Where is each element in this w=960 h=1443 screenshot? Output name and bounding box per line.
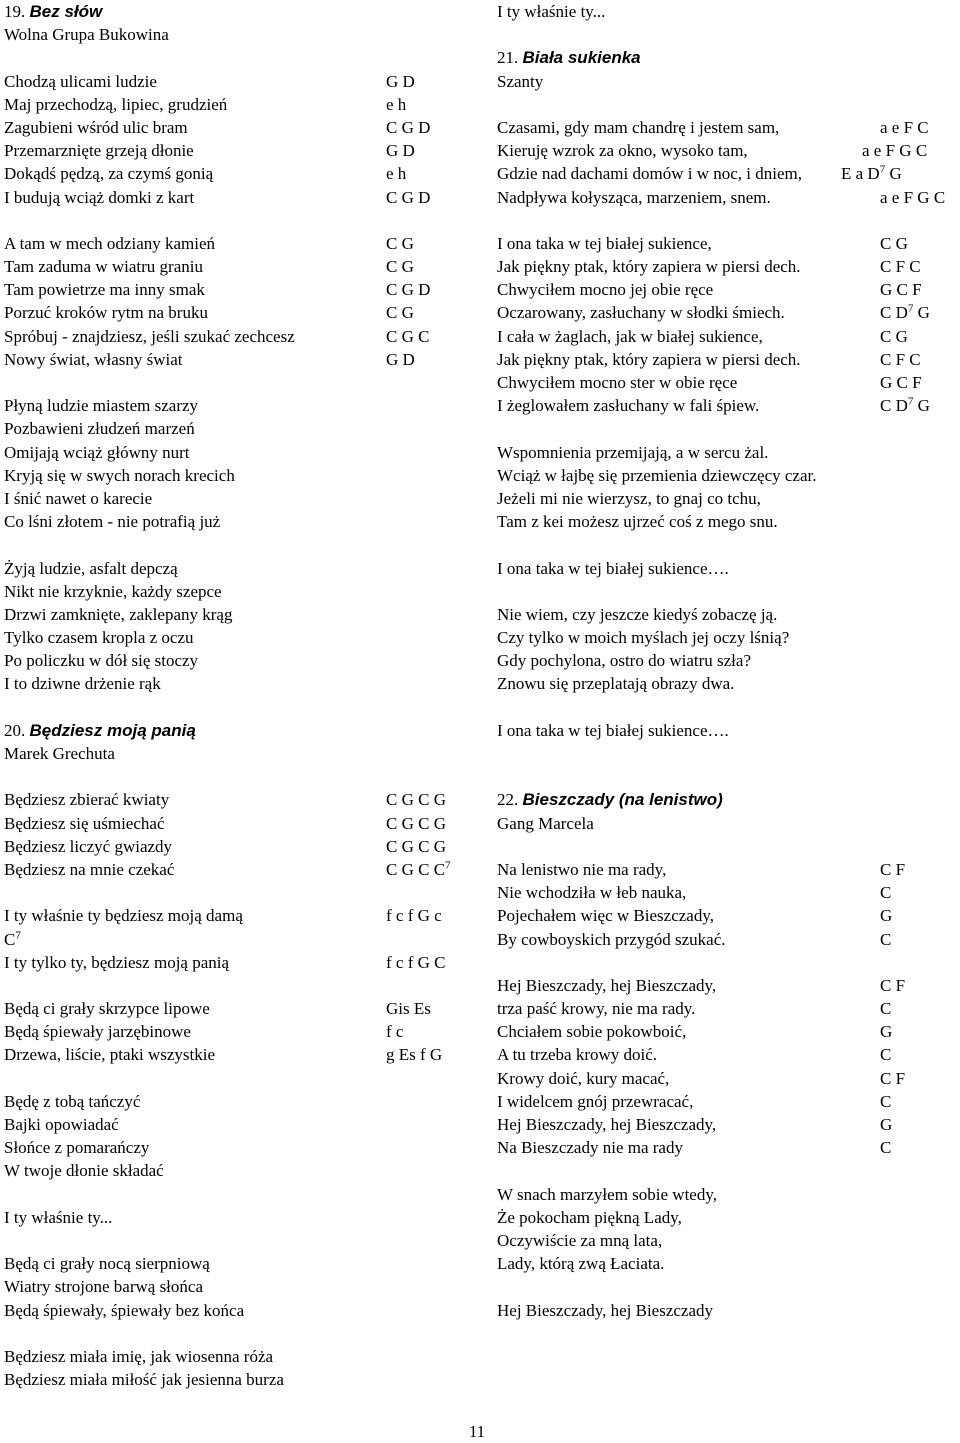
chords: C G C <box>386 326 430 346</box>
lyric-line: I ty tylko ty, będziesz moją panią f c f G C <box>4 951 474 974</box>
lyric-line: Jak piękny ptak, który zapiera w piersi dech. C F C <box>497 348 957 371</box>
lyric-line: Tam powietrze ma inny smak C G D <box>4 278 474 301</box>
lyric-line: Hej Bieszczady, hej Bieszczady <box>497 1300 714 1320</box>
chords: C <box>880 883 892 903</box>
chord-line: $C^7$ <box>4 928 21 949</box>
lyric-line: Wspomnienia przemijają, a w sercu żal. <box>497 442 769 462</box>
lyric-line: Czasami, gdy mam chandrę i jestem sam, a e F C <box>497 116 957 139</box>
lyric-line: Nowy świat, własny świat G D <box>4 348 474 371</box>
chords: C <box>880 929 892 949</box>
chords: C <box>880 1138 892 1158</box>
lyric-line: I ona taka w tej białej sukience…. <box>497 558 729 578</box>
lyric-line: I ona taka w tej białej sukience, C G <box>497 232 957 255</box>
lyric-line: Jak piękny ptak, który zapiera w piersi dech. C F C <box>497 255 957 278</box>
chords: C F C <box>880 257 921 277</box>
lyric-line: Czy tylko w moich myślach jej oczy lśnią? <box>497 628 790 648</box>
lyric-line: Nadpływa kołysząca, marzeniem, snem. a e F G C <box>497 186 957 209</box>
lyric-line: By cowboyskich przygód szukać. C <box>497 928 957 951</box>
lyric-line: Kieruję wzrok za okno, wysoko tam, a e F G C <box>497 139 957 162</box>
lyric-line: Gdy pochylona, ostro do wiatru szła? <box>497 651 751 671</box>
song-author: Marek Grechuta <box>4 744 115 763</box>
chords: f c <box>386 1022 404 1042</box>
song-21-heading: 21. Biała sukienka <box>497 48 641 68</box>
lyric-line: A tu trzeba krowy doić. C <box>497 1043 957 1066</box>
lyric-line: I ona taka w tej białej sukience…. <box>497 720 729 740</box>
chords: C $D^7$ G <box>880 302 930 323</box>
lyric-line: Będziesz liczyć gwiazdy C G C G <box>4 835 474 858</box>
lyric-line: Będą ci grały skrzypce lipowe Gis Es <box>4 997 474 1020</box>
song-20-heading: 20. Będziesz moją panią <box>4 720 196 740</box>
lyric-line: Pojechałem więc w Bieszczady, G <box>497 904 957 927</box>
song-author: Gang Marcela <box>497 813 594 833</box>
lyric-line: Jeżeli mi nie wierzysz, to gnaj co tchu, <box>497 488 761 508</box>
lyric-line: I to dziwne drżenie rąk <box>4 674 161 694</box>
lyric-line: W twoje dłonie składać <box>4 1161 164 1181</box>
chords: C G <box>386 233 414 253</box>
lyric-line: Drzewa, liście, ptaki wszystkie g Es f G <box>4 1043 474 1066</box>
lyric-line: Lady, którą zwą Łaciata. <box>497 1254 665 1274</box>
lyric-line: Będziesz miała miłość jak jesienna burza <box>4 1370 284 1390</box>
lyric-line: trza paść krowy, nie ma rady. C <box>497 997 957 1020</box>
chords: G C F <box>880 373 922 392</box>
lyric-line: Będą śpiewały, śpiewały bez końca <box>4 1300 245 1320</box>
lyric-line: Chodzą ulicami ludzie G D <box>4 70 474 93</box>
lyric-line: I ty właśnie ty... <box>4 1207 113 1227</box>
lyric-line: Chciałem sobie pokowboić, G <box>497 1020 957 1043</box>
song-author: Szanty <box>497 71 544 91</box>
chords: C G C G <box>386 813 446 833</box>
chords: C G D <box>386 280 431 300</box>
lyric-line: Chwyciłem mocno jej obie ręce G C F <box>497 278 957 301</box>
lyric-line: Nie wchodziła w łeb nauka, C <box>497 881 957 904</box>
lyric-line: Na lenistwo nie ma rady, C F <box>497 858 957 881</box>
lyric-line: Oczywiście za mną lata, <box>497 1230 663 1250</box>
lyric-line: Chwyciłem mocno ster w obie ręce G C F <box>497 371 957 394</box>
lyric-line: I budują wciąż domki z kart C G D <box>4 186 474 209</box>
chords: f c f G c <box>386 906 442 926</box>
lyric-line: Nie wiem, czy jeszcze kiedyś zobaczę ją. <box>497 604 778 624</box>
song-title: Będziesz moją panią <box>29 720 196 740</box>
lyric-line: Na Bieszczady nie ma rady C <box>497 1136 957 1159</box>
lyric-line: Że pokocham piękną Lady, <box>497 1207 682 1227</box>
lyric-line: Po policzku w dół się stoczy <box>4 651 199 671</box>
chords: E a $D^7$ G <box>841 163 902 184</box>
chords: C F <box>880 975 906 995</box>
chords: C F <box>880 859 906 879</box>
lyric-line: Będą śpiewały jarzębinowe f c <box>4 1020 474 1043</box>
lyric-line: Będziesz miała imię, jak wiosenna róża <box>4 1346 274 1366</box>
chords: G <box>880 906 893 926</box>
lyric-line: I śnić nawet o karecie <box>4 488 153 508</box>
lyric-line: Tam zaduma w wiatru graniu C G <box>4 255 474 278</box>
chords: a e F G C <box>862 141 928 161</box>
chords: C G C $C^7$ <box>386 859 451 879</box>
song-title: Bez słów <box>29 2 103 21</box>
lyric-line: Maj przechodzą, lipiec, grudzień e h <box>4 93 474 116</box>
chords: e h <box>386 164 407 184</box>
lyric-line: Płyną ludzie miastem szarzy <box>4 396 199 416</box>
chords: C G D <box>386 117 431 137</box>
lyric-line: Dokądś pędzą, za czymś gonią e h <box>4 162 474 185</box>
chords: G D <box>386 141 415 161</box>
left-column <box>4 0 474 1391</box>
lyric-line: I ty właśnie ty... <box>497 2 606 21</box>
chords: C G D <box>386 187 431 207</box>
lyric-line: Słońce z pomarańczy <box>4 1138 150 1158</box>
lyric-line: Spróbuj - znajdziesz, jeśli szukać zechcesz C G C <box>4 325 474 348</box>
lyric-line: Przemarznięte grzeją dłonie G D <box>4 139 474 162</box>
chords: C G C G <box>386 836 446 856</box>
chords: C F C <box>880 349 921 369</box>
chords: C F <box>880 1068 906 1088</box>
lyric-line: Co lśni złotem - nie potrafią już <box>4 512 221 532</box>
lyric-line: Zagubieni wśród ulic bram C G D <box>4 116 474 139</box>
chords: a e F C <box>880 117 929 137</box>
lyric-line: Tylko czasem kropla z oczu <box>4 628 194 648</box>
lyric-line: Kryją się w swych norach krecich <box>4 465 235 485</box>
lyric-line: I cała w żaglach, jak w białej sukience, C G <box>497 325 957 348</box>
song-author: Wolna Grupa Bukowina <box>4 25 169 45</box>
chords: C G <box>386 257 414 277</box>
lyric-line: I żeglowałem zasłuchany w fali śpiew. C $D^7$ G <box>497 394 957 417</box>
lyric-line: Będziesz zbierać kwiaty C G C G <box>4 788 474 811</box>
song-19-heading: 19. Bez słów <box>4 2 103 21</box>
lyric-line: Hej Bieszczady, hej Bieszczady, G <box>497 1113 957 1136</box>
lyric-line: Tam z kei możesz ujrzeć coś z mego snu. <box>497 512 778 532</box>
chords: C $D^7$ G <box>880 395 930 416</box>
chords: C G <box>386 303 414 323</box>
lyric-line: Porzuć kroków rytm na bruku C G <box>4 301 474 324</box>
chords: G <box>880 1115 893 1134</box>
chords: C G <box>880 326 908 346</box>
lyric-line: Żyją ludzie, asfalt depczą <box>4 558 178 578</box>
chords: f c f G C <box>386 952 446 972</box>
lyric-line: I ty właśnie ty będziesz moją damą f c f G c <box>4 904 474 927</box>
lyric-line: Wciąż w łajbę się przemienia dziewczęcy czar. <box>497 465 817 485</box>
chords: a e F G C <box>880 187 946 207</box>
chords: G C F <box>880 280 922 300</box>
lyric-line: Drzwi zamknięte, zaklepany krąg <box>4 604 233 624</box>
lyric-line: Gdzie nad dachami domów i w noc, i dniem, E a $D^7$ G <box>497 162 957 185</box>
chords: C G <box>880 233 908 253</box>
lyric-line: Oczarowany, zasłuchany w słodki śmiech. C $D^7$ G <box>497 301 957 324</box>
chords: g Es f G <box>386 1045 443 1065</box>
song-22-heading: 22. Bieszczady (na lenistwo) <box>497 790 723 810</box>
song-title: Biała sukienka <box>522 48 641 68</box>
lyric-line: Będziesz się uśmiechać C G C G <box>4 812 474 835</box>
lyric-line: Wiatry strojone barwą słońca <box>4 1277 203 1297</box>
lyric-line: Krowy doić, kury macać, C F <box>497 1067 957 1090</box>
lyric-line: Omijają wciąż główny nurt <box>4 442 190 462</box>
song-title: Bieszczady (na lenistwo) <box>522 790 723 810</box>
lyric-line: W snach marzyłem sobie wtedy, <box>497 1184 717 1204</box>
chords: G <box>880 1022 893 1042</box>
chords: Gis Es <box>386 999 431 1019</box>
page-number: 11 <box>468 1422 486 1441</box>
chords: G D <box>386 71 415 91</box>
lyric-line: Hej Bieszczady, hej Bieszczady, C F <box>497 974 957 997</box>
lyric-line: Nikt nie krzyknie, każdy szepce <box>4 581 222 601</box>
lyric-line: Będą ci grały nocą sierpniową <box>4 1254 210 1274</box>
chords: C <box>880 1091 892 1111</box>
lyric-line: Znowu się przeplatają obrazy dwa. <box>497 674 735 694</box>
lyric-line: Będziesz na mnie czekać C G C $C^7$ <box>4 858 474 881</box>
chords: C <box>880 999 892 1019</box>
chords: C <box>880 1045 892 1065</box>
chords: C G C G <box>386 790 446 810</box>
right-column <box>497 0 957 1322</box>
chords: G D <box>386 349 415 369</box>
lyric-line: Bajki opowiadać <box>4 1115 119 1134</box>
chords: e h <box>386 94 407 114</box>
lyric-line: Będę z tobą tańczyć <box>4 1091 141 1111</box>
lyric-line: I widelcem gnój przewracać, C <box>497 1090 957 1113</box>
lyric-line: A tam w mech odziany kamień C G <box>4 232 474 255</box>
lyric-line: Pozbawieni złudzeń marzeń <box>4 419 195 439</box>
